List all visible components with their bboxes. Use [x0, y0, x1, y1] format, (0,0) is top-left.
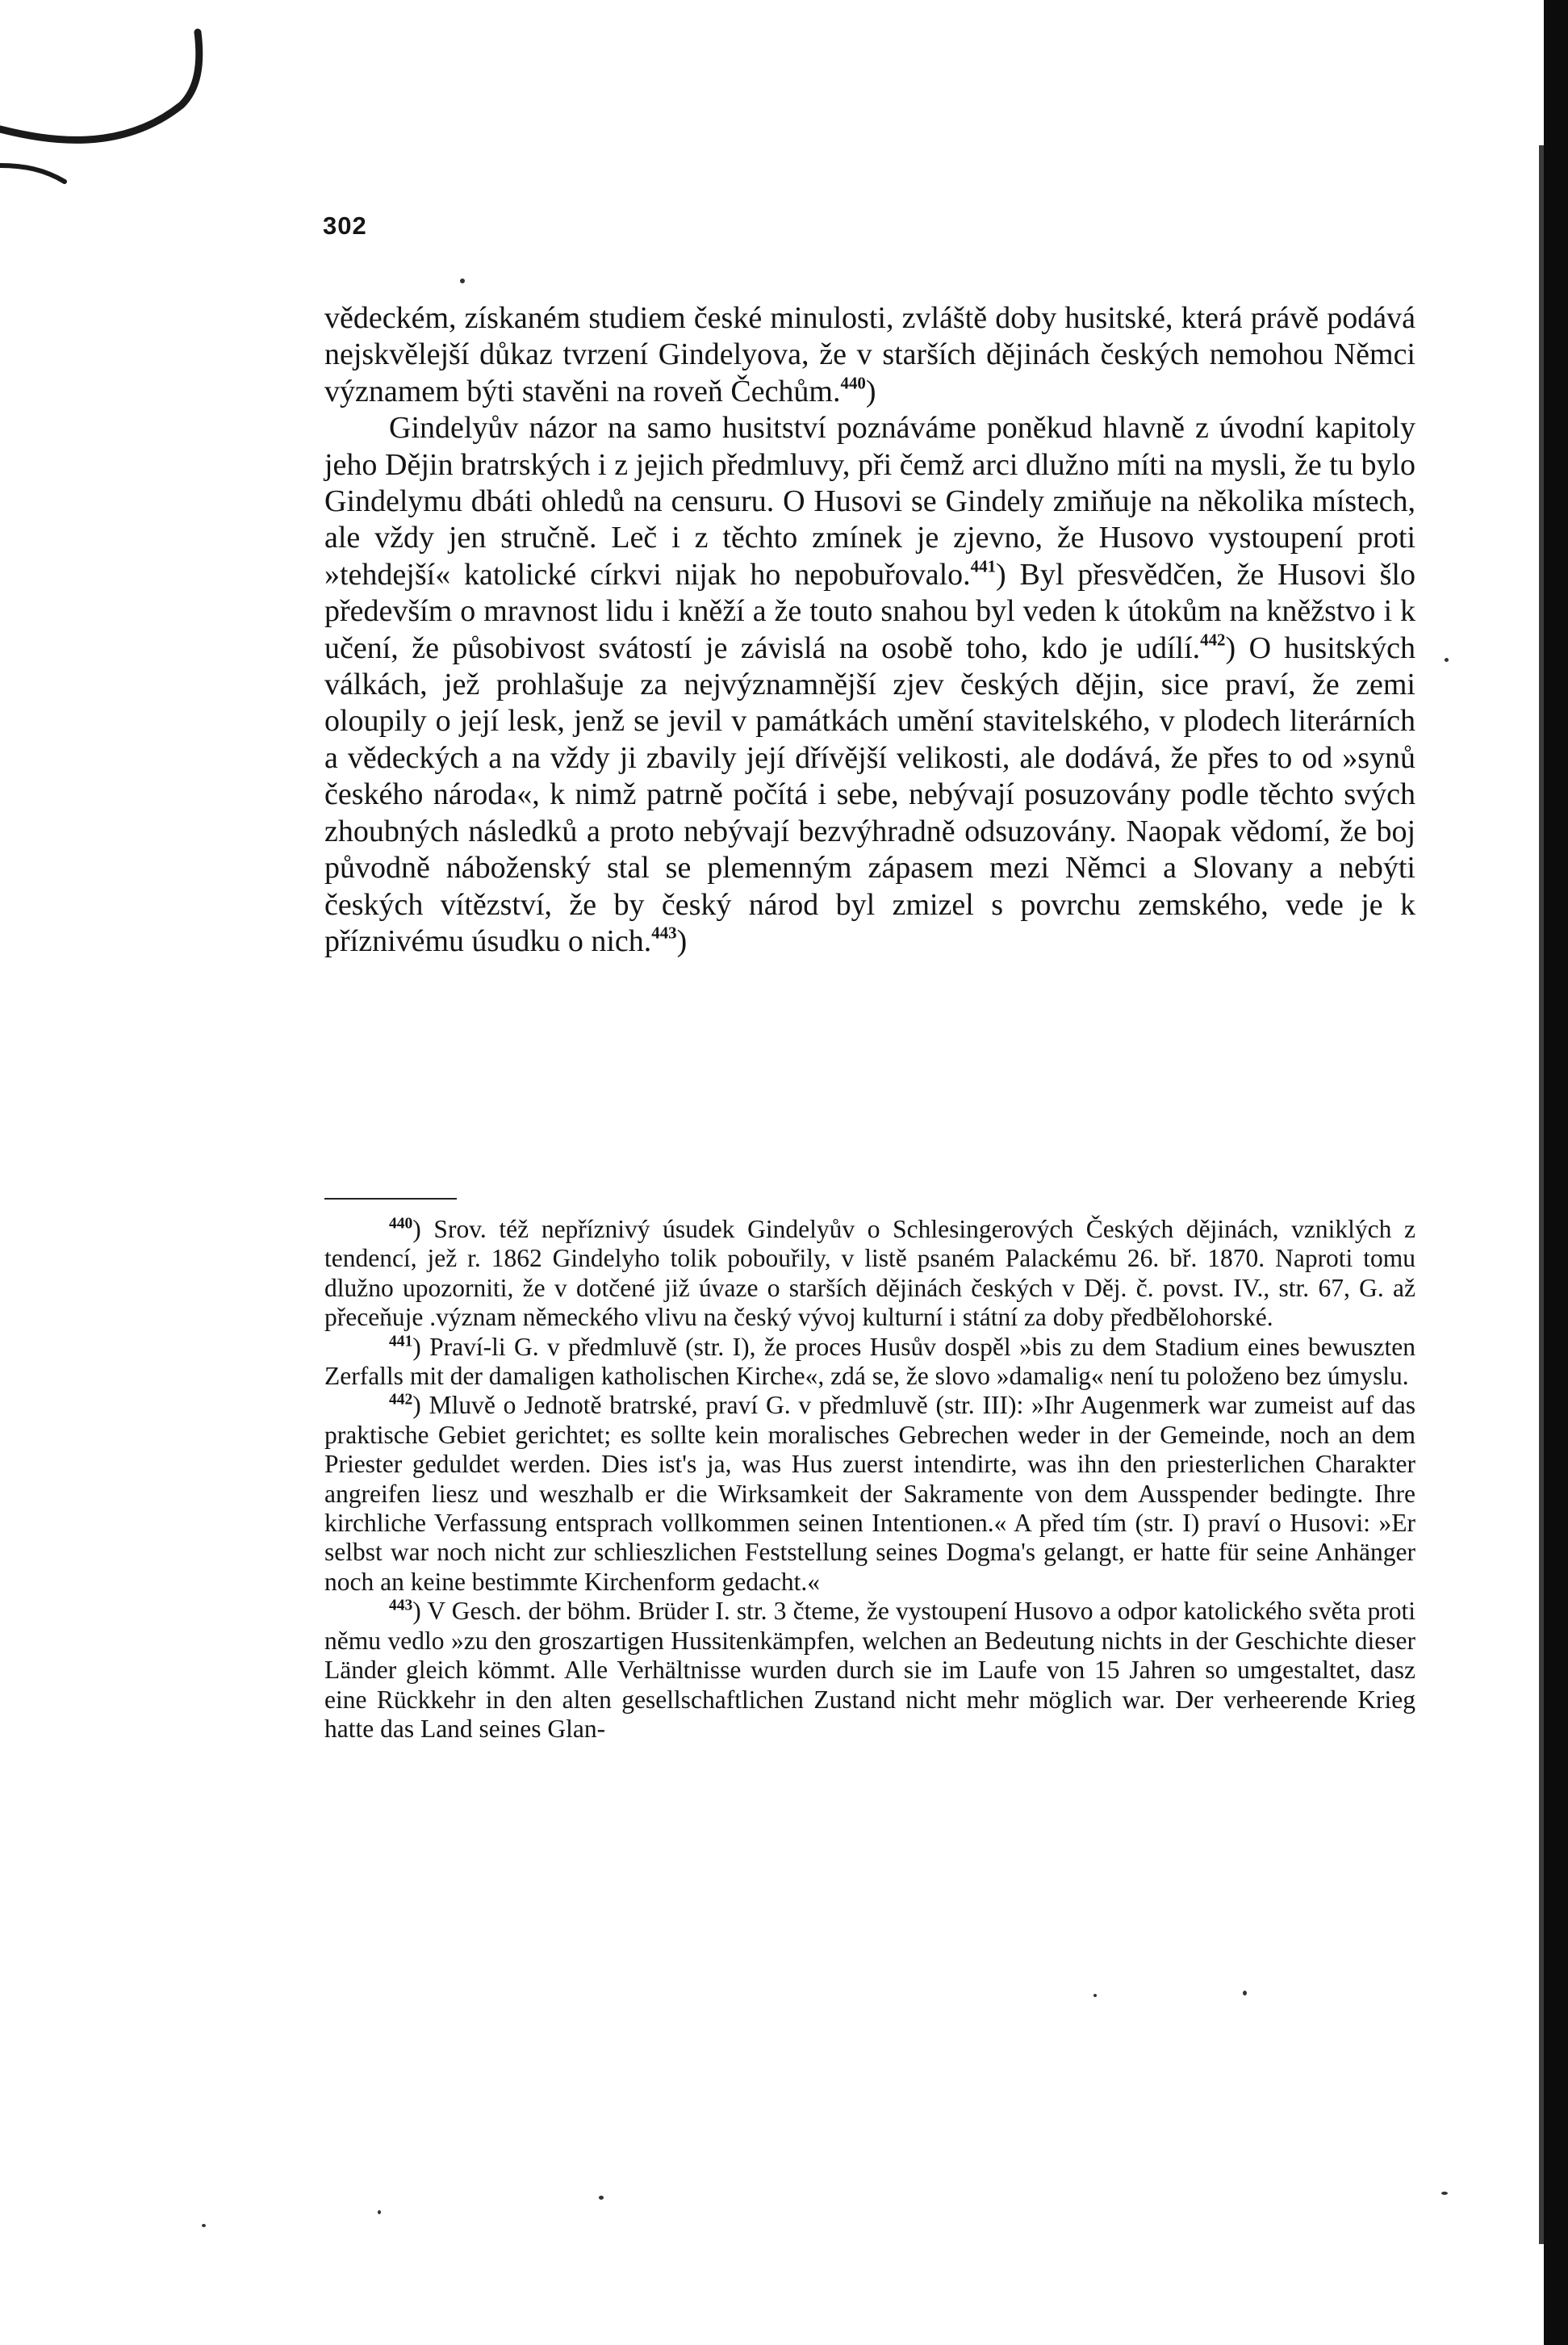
page-number: 302: [323, 211, 367, 240]
footnote-text: ) Mluvě o Jednotě bratrské, praví G. v předmluvě (str. III): »Ihr Augenmerk war zumeist auf das praktische Gebiet gerichtet; es sollte kein moralisches Gebrechen weder in der Gemeinde, noch an dem Priester geduldet werden. Dies ist's ja, was Hus zuerst intendirte, was ihn den priesterlichen Charakter angreifen liesz und weszhalb er die Wirksamkeit der Sakramente von dem Ausspender bedingte. Ihre kirchliche Verfassung entsprach vollkommen seinen Intentionen.« A před tím (str. I) praví o Husovi: »Er selbst war noch nicht zur schlieszlichen Feststellung seines Dogma's gelangt, er hatte für seine Anhänger noch an keine bestimmte Kirchenform gedacht.«: [324, 1391, 1415, 1596]
scan-speck: [460, 278, 465, 283]
paragraph-text: ) Byl přesvědčen, že Husovi šlo především o mravnost lidu i kněží a že touto snahou byl veden k útokům na kněžstvo i k učení, že působivost svátostí je závislá na osobě toho, kdo je udílí.: [324, 557, 1415, 665]
footnotes: [324, 1215, 1415, 1744]
footnote-reference: 440: [840, 373, 866, 393]
scan-speck: [1243, 1991, 1247, 1995]
scan-speck: [1445, 658, 1449, 662]
footnote-441: [324, 1333, 1415, 1392]
footnote-separator: [324, 1198, 457, 1200]
footnote-text: ) Srov. též nepříznivý úsudek Gindelyův o Schlesingerových Českých dějinách, vzniklých z tendencí, jež r. 1862 Gindelyho tolik pobouřily, v listě psaném Palackému 26. bř. 1870. Naproti tomu dlužno upozorniti, že v dotčené již úvaze o starších dějinách českých v Děj. č. povst. IV., str. 67, G. až přeceňuje .význam německého vlivu na český vývoj kulturní i státní za doby předbělohorské.: [324, 1215, 1415, 1332]
scan-corner-curve: [0, 0, 210, 202]
paragraph-text: ): [865, 374, 876, 408]
footnote-text: ) V Gesch. der böhm. Brüder I. str. 3 čteme, že vystoupení Husovo a odpor katolického světa proti němu vedlo »zu den groszartigen Hussitenkämpfen, welchen an Bedeutung nichts in der Geschichte dieser Länder gleich kömmt. Alle Verhältnisse wurden durch sie im Laufe von 15 Jahren so umgestaltet, dasz eine Rückkehr in den alten gesellschaftlichen Zustand nicht mehr möglich war. Der verheerende Krieg hatte das Land seines Glan-: [324, 1597, 1415, 1743]
footnote-text: ) Praví-li G. v předmluvě (str. I), že proces Husův dospěl »bis zu dem Stadium eines bewuszten Zerfalls mit der damaligen katholischen Kirche«, zdá se, že slovo »damalig« není tu položeno bez úmyslu.: [324, 1332, 1415, 1391]
paragraph-text: ): [676, 923, 688, 958]
footnote-440: [324, 1215, 1415, 1333]
footnote-reference: 443: [651, 923, 677, 943]
scan-speck: [202, 2224, 206, 2227]
footnote-number: 443: [389, 1597, 413, 1614]
paragraph-text: Gindelyův názor na samo husitství poznáváme poněkud hlavně z úvodní kapitoly jeho Dějin bratrských i z jejich předmluvy, při čemž arci dlužno míti na mysli, že tu bylo Gindelymu dbáti ohledů na censuru. O Husovi se Gindely zmiňuje na několika místech, ale vždy jen stručně. Leč i z těchto zmínek je zjevno, že Husovo vystoupení proti »tehdejší« katolické církvi nijak ho nepobuřovalo.: [324, 411, 1415, 592]
paragraph-text: vědeckém, získaném studiem české minulosti, zvláště doby husitské, která právě podává nejskvělejší důkaz tvrzení Gindelyova, že v starších dějinách českých nemohou Němci významem býti stavěni na roveň Čechům.: [324, 301, 1415, 408]
footnote-443: [324, 1597, 1415, 1744]
footnote-number: 442: [389, 1391, 413, 1409]
scan-speck: [599, 2196, 604, 2200]
main-text: [324, 300, 1415, 960]
footnote-442: [324, 1391, 1415, 1597]
footnote-reference: 442: [1200, 629, 1226, 649]
paragraph-2: [324, 410, 1415, 960]
scan-speck: [1093, 1994, 1097, 1997]
footnote-reference: 441: [970, 556, 997, 576]
paragraph-1: [324, 300, 1415, 410]
footnote-number: 441: [389, 1332, 413, 1350]
paragraph-text: ) O husitských válkách, jež prohlašuje za nejvýznamnější zjev českých dějin, sice praví, že zemi oloupily o její lesk, jenž se jevil v památkách umění stavitelského, v plodech literárních a vědeckých a na vždy ji zbavily její dřívější velikosti, ale dodává, že přes to od »synů českého národa«, k nimž patrně počítá i sebe, nebývají posuzovány podle těchto svých zhoubných následků a proto nebývají bezvýhradně odsuzovány. Naopak vědomí, že boj původně náboženský stal se plemenným zápasem mezi Němci a Slovany a nebýti českých vítězství, že by český národ byl zmizel s povrchu zemského, vede je k příznivému úsudku o nich.: [324, 630, 1415, 958]
scan-frame-inner-edge: [1539, 145, 1544, 2244]
footnote-number: 440: [389, 1215, 413, 1233]
scan-speck: [378, 2210, 381, 2214]
scan-speck: [1441, 2192, 1448, 2195]
scan-frame-edge: [1544, 0, 1568, 2345]
